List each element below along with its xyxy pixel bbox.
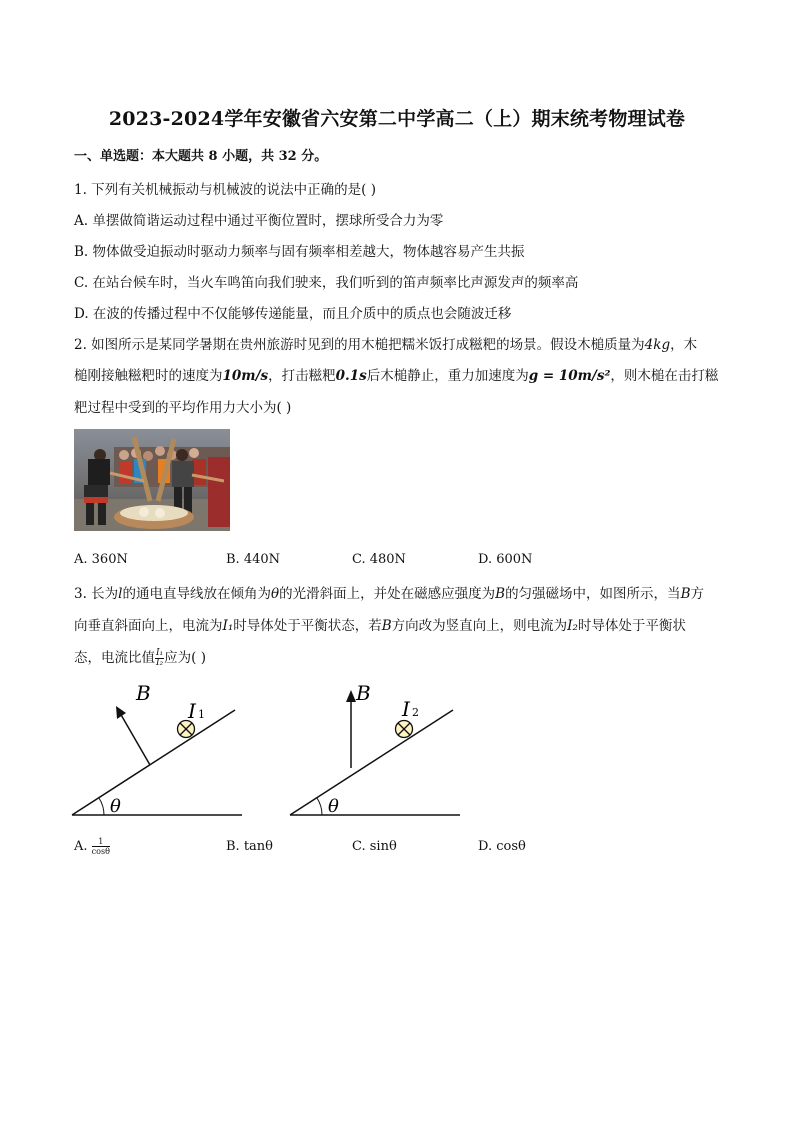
q2-text: 槌刚接触糍粑时的速度为 (74, 368, 223, 384)
q3-text: 态，电流比值 (74, 650, 155, 666)
q3-field-var: B (495, 586, 506, 602)
q2-text: 2. 如图所示是某同学暑期在贵州旅游时见到的用木槌把糯米饭打成糍粑的场景。假设木槌质量为 (74, 337, 645, 353)
q3-text: 的光滑斜面上，并处在磁感应强度为 (279, 586, 496, 602)
q2-time: 0.1s (335, 368, 367, 384)
q3-text: 向垂直斜面向上，电流为 (74, 618, 223, 634)
q1-option-c: C. 在站台候车时，当火车鸣笛向我们驶来，我们听到的笛声频率比声源发声的频率高 (74, 275, 579, 291)
q2-velocity: 10m/s (222, 368, 269, 384)
q2-mass: 4kg (644, 337, 671, 353)
q2-gravity: g = 10m/s² (528, 368, 611, 384)
q3-stem-line1 (74, 582, 704, 602)
b-field-arrow (120, 713, 150, 765)
q3-text: 方向改为竖直向上，则电流为 (391, 618, 568, 634)
current-subscript: 2 (412, 706, 419, 719)
q3-option-a-fraction (92, 837, 110, 856)
ciba-photo (74, 429, 230, 531)
angle-label: θ (328, 796, 339, 817)
current-subscript: 1 (198, 708, 205, 721)
q3-option-d: D. cosθ (478, 839, 526, 854)
angle-arc (99, 798, 104, 815)
incline-figure-2 (288, 680, 468, 826)
q3-stem-line3 (74, 646, 206, 668)
q3-text: 的通电直导线放在倾角为 (122, 586, 271, 602)
b-label: B (356, 681, 371, 705)
q1-option-d: D. 在波的传播过程中不仅能够传递能量，而且介质中的质点也会随波迁移 (74, 306, 512, 322)
q2-option-b: B. 440N (226, 552, 281, 567)
q2-option-c: C. 480N (352, 552, 406, 567)
q3-ratio-fraction (155, 649, 164, 668)
incline-line (72, 710, 235, 815)
q2-option-d: D. 600N (478, 552, 533, 567)
incline-line (290, 710, 453, 815)
q3-text: 的匀强磁场中，如图所示，当 (505, 586, 681, 602)
q2-text: ，打击糍粑 (268, 368, 336, 384)
q3-ratio-denominator: I₂ (156, 658, 164, 668)
q2-text: 后木槌静止，重力加速度为 (366, 368, 529, 384)
q3-text: 方 (690, 586, 704, 602)
q2-stem-line1 (74, 333, 697, 353)
q3-length-var: l (118, 586, 123, 602)
q3-angle-var: θ (271, 586, 280, 602)
q3-text: 时导体处于平衡状态，若 (233, 618, 382, 634)
incline-figure-1 (70, 680, 250, 826)
q2-option-a: A. 360N (74, 552, 128, 567)
q1-option-b: B. 物体做受迫振动时驱动力频率与固有频率相差越大，物体越容易产生共振 (74, 244, 525, 260)
current-label: I (402, 697, 410, 721)
q3-text: 时导体处于平衡状 (577, 618, 686, 634)
fraction-denominator: cosθ (91, 847, 110, 856)
angle-label: θ (110, 796, 121, 817)
b-label: B (136, 681, 151, 705)
fraction-numerator: 1 (92, 837, 110, 847)
q3-option-b: B. tanθ (226, 839, 273, 854)
section-heading: 一、单选题：本大题共 8 小题，共 32 分。 (74, 149, 328, 164)
arrow-head (346, 690, 356, 702)
q3-current1-var: I₁ (222, 618, 234, 634)
q1-stem: 1. 下列有关机械振动与机械波的说法中正确的是( ) (74, 182, 376, 198)
arrow-head (116, 706, 126, 719)
q3-field-var: B (381, 618, 392, 634)
q1-option-a: A. 单摆做简谐运动过程中通过平衡位置时，摆球所受合力为零 (74, 213, 444, 229)
q2-stem-line2 (74, 364, 718, 384)
current-label: I (188, 699, 196, 723)
angle-arc (317, 798, 322, 815)
q2-text: ，木 (670, 337, 698, 353)
q3-option-a (74, 837, 110, 856)
q3-text: 3. 长为 (74, 586, 119, 602)
q3-stem-line2 (74, 614, 686, 634)
q2-text: ，则木槌在击打糍 (610, 368, 719, 384)
page-title: 2023-2024学年安徽省六安第二中学高二（上）期末统考物理试卷 (108, 108, 686, 130)
q2-stem-line3: 粑过程中受到的平均作用力大小为( ) (74, 400, 292, 416)
q3-ratio-numerator: I₁ (156, 648, 164, 658)
q3-option-c: C. sinθ (352, 839, 397, 854)
q3-field-var: B (680, 586, 691, 602)
q3-option-a-prefix: A. (74, 839, 88, 854)
q3-current2-var: I₂ (567, 618, 578, 634)
q3-text: 应为( ) (164, 650, 206, 666)
